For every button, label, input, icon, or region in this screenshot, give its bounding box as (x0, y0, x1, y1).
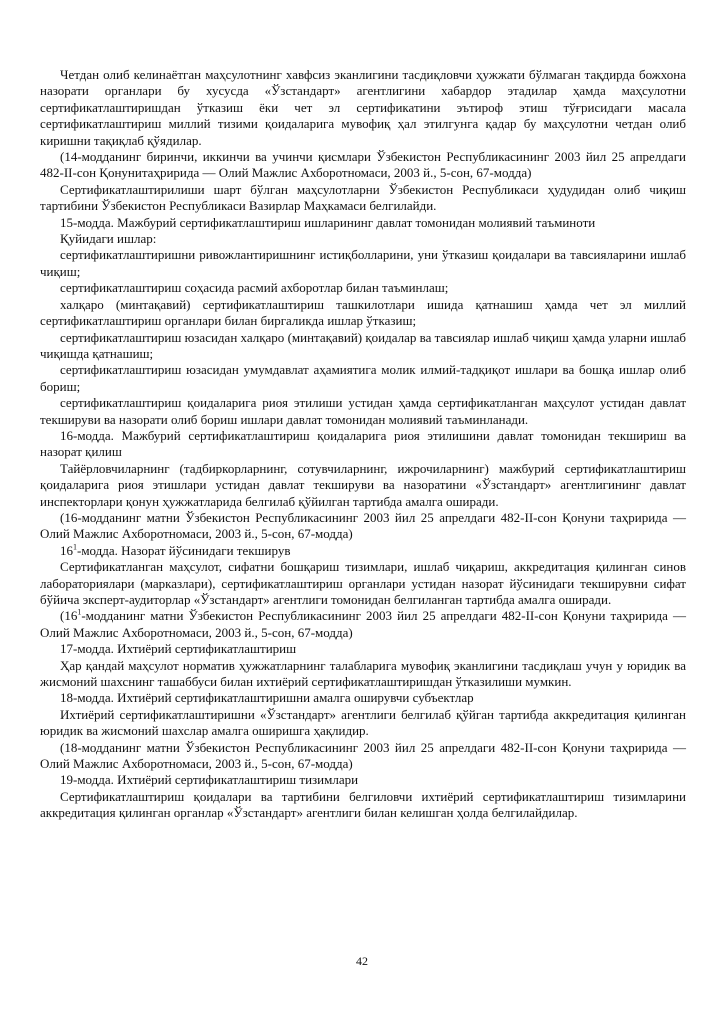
list-item: халқаро (минтақавий) сертификатлаштириш ташкилотлари ишида қатнашиш ҳамда чет эл миллий сертификатлаштириш органлари билан биргаликда ишлар ўтказиш; (40, 296, 686, 329)
paragraph: Қуйидаги ишлар: (60, 231, 157, 247)
paragraph: Сертификатлаштириш қоидалари ва тартибини белгиловчи ихтиёрий сертификатлаштириш тизимларини аккредитация қилинган органлар «Ўзстандарт» агентлиги билан келишган ҳолда белгилайдилар. (40, 788, 686, 821)
paragraph: Ҳар қандай маҳсулот норматив ҳужжатларнинг талабларига мувофиқ эканлигини тасдиқлаш учун у юридик ва жисмоний шахснинг ташаббуси билан ихтиёрий сертификатлаштиришдан ўтказилиши мумкин. (40, 657, 686, 690)
reference-superscript: 1 (77, 608, 82, 618)
article-superscript: 1 (73, 542, 77, 552)
article-heading (40, 543, 686, 559)
article-heading: 17-модда. Ихтиёрий сертификатлаштириш (60, 641, 297, 657)
paragraph: Тайёрловчиларнинг (тадбиркорларнинг, сотувчиларнинг, ижрочиларнинг) мажбурий сертификатлаштириш қоидаларига риоя этишлари устидан давлат текшируви ва назоратини «Ўзстандарт» агентлигининг давлат инспекторлари қонун ҳужжатларида белгилаб қўйилган тартибда амалга оширади. (40, 460, 686, 509)
reference-prefix: (16 (60, 608, 78, 624)
article-heading-text: -модда. Назорат йўсинидаги текширув (77, 542, 291, 558)
paragraph (40, 608, 686, 641)
paragraph: Ихтиёрий сертификатлаштиришни «Ўзстандарт» агентлиги белгилаб қўйган тартибда аккредитация қилинган юридик ва жисмоний шахслар амалга оширишга ҳақлидир. (40, 706, 686, 739)
list-item: сертификатлаштиришни ривожлантиришнинг истиқболларини, уни ўтказиш қоидалари ва тавсияларини ишлаб чиқиш; (40, 247, 686, 279)
paragraph: (14-модданинг биринчи, иккинчи ва учинчи қисмлари Ўзбекистон Республикасининг 2003 йил 25 апрелдаги 482-II-сон Қонунитаҳририда — Олий Мажлис Ахборотномаси, 2003 й., 5-сон, 67-модда) (40, 149, 686, 181)
article-number: 16 (60, 542, 73, 558)
list-item: сертификатлаштириш соҳасида расмий ахборотлар билан таъминлаш; (60, 280, 449, 296)
list-item: сертификатлаштириш юзасидан умумдавлат аҳамиятига молик илмий-тадқиқот ишлари ва бошқа ишлар олиб бориш; (40, 362, 686, 394)
paragraph: (18-модданинг матни Ўзбекистон Республикасининг 2003 йил 25 апрелдаги 482-II-сон Қонуни таҳририда — Олий Мажлис Ахборотномаси, 2003 й., 5-сон, 67-модда) (40, 739, 686, 772)
list-item: сертификатлаштириш қоидаларига риоя этилиши устидан ҳамда сертификатланган маҳсулот устидан давлат текшируви ва назорати олиб бориш ишлари давлат томонидан молиявий таъминланади. (40, 395, 686, 427)
paragraph: Сертификатланган маҳсулот, сифатни бошқариш тизимлари, ишлаб чиқариш, аккредитация қилинган синов лабораториялари (марказлари), сертификатлаштириш органлари устидан назорат йўсинидаги текширувни сифат бўйича эксперт-аудиторлар «Ўзстандарт» агентлиги томонидан белгиланган тартибда амалга оширади. (40, 559, 686, 607)
paragraph: (16-модданинг матни Ўзбекистон Республикасининг 2003 йил 25 апрелдаги 482-II-сон Қонуни таҳририда — Олий Мажлис Ахборотномаси, 2003 й., 5-сон, 67-модда) (40, 509, 686, 542)
article-heading: 18-модда. Ихтиёрий сертификатлаштиришни амалга оширувчи субъектлар (60, 690, 474, 706)
article-heading: 16-модда. Мажбурий сертификатлаштириш қоидаларига риоя этилишини давлат томонидан текшириш ва назорат қилиш (40, 427, 686, 460)
article-heading: 15-модда. Мажбурий сертификатлаштириш ишларининг давлат томонидан молиявий таъминоти (60, 214, 596, 230)
page-number: 42 (356, 954, 368, 968)
article-heading: 19-модда. Ихтиёрий сертификатлаштириш тизимлари (60, 772, 359, 788)
reference-text: -модданинг матни Ўзбекистон Республикасининг 2003 йил 25 апрелдаги 482-II-сон Қонуни таҳририда — Олий Мажлис Ахборотномаси, 2003 й., 5-сон, 67-модда) (40, 608, 686, 640)
paragraph: Сертификатлаштирилиши шарт бўлган маҳсулотларни Ўзбекистон Республикаси ҳудудидан олиб чиқиш тартибини Ўзбекистон Республикаси Вазирлар Маҳкамаси белгилайди. (40, 181, 686, 214)
list-item: сертификатлаштириш юзасидан халқаро (минтақавий) қоидалар ва тавсиялар ишлаб чиқиш ҳамда уларни ишлаб чиқишда қатнашиш; (40, 329, 686, 361)
paragraph: Четдан олиб келинаётган маҳсулотнинг хавфсиз эканлигини тасдиқловчи ҳужжати бўлмаган тақдирда божхона назорати органлари бу хусусда «Ўзстандарт» агентлигини хабардор этадилар ҳамда маҳсулотни сертификатлаштиришдан ўтказиш ёки чет эл сертификатини эътироф этиш тўғрисидаги масала сертификатлаштириш миллий тизими қоидаларига мувофиқ ҳал этилгунга қадар бу маҳсулотни четдан олиб киришни тақиқлаб қўядилар. (40, 67, 686, 148)
page-text (40, 67, 686, 822)
